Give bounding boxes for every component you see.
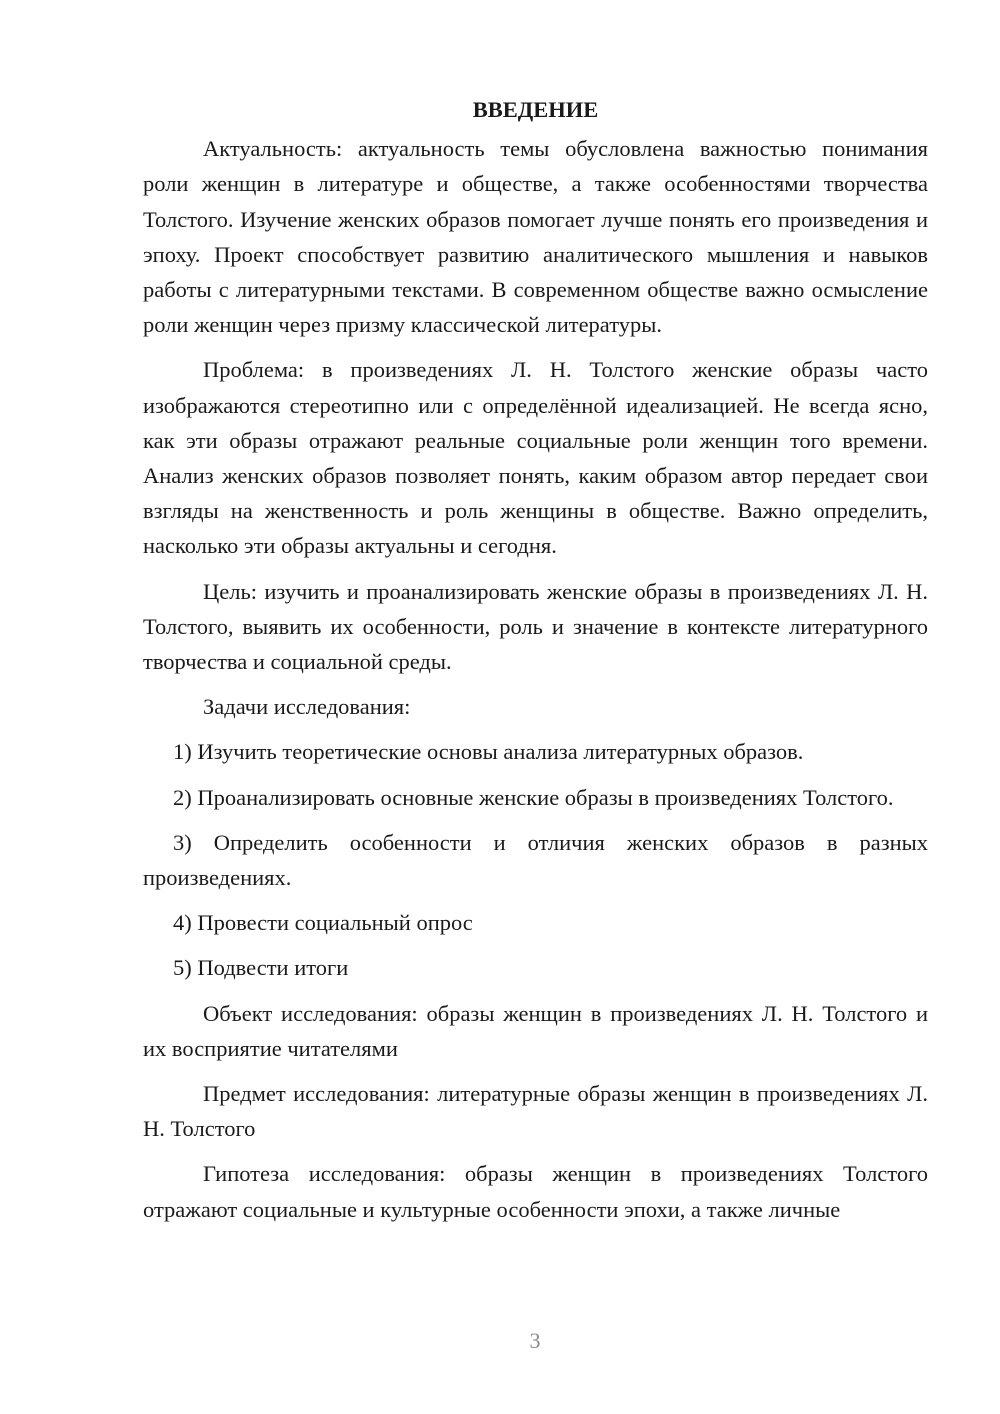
task-item-3: 3) Определить особенности и отличия женских образов в разных произведениях. xyxy=(143,829,928,891)
subject-paragraph: Предмет исследования: литературные образы женщин в произведениях Л. Н. Толстого xyxy=(143,1081,928,1142)
task-item-1: 1) Изучить теоретические основы анализа литературных образов. xyxy=(173,739,804,765)
problem-paragraph: Проблема: в произведениях Л. Н. Толстого женские образы часто изображаются стереотипно или с определённой идеализацией. Не всегда ясно, как эти образы отражают реальные социальные роли женщин того времени. Анализ женских образов позволяет понять, каким образом автор передает свои взгляды на женственность и роль женщины в обществе. Важно определить, насколько эти образы актуальны и сегодня. xyxy=(143,357,928,559)
task-item-5: 5) Подвести итоги xyxy=(173,955,349,981)
page-number: 3 xyxy=(529,1328,541,1353)
document-page xyxy=(143,92,928,1237)
section-title: ВВЕДЕНИЕ xyxy=(472,97,599,122)
task-item-4: 4) Провести социальный опрос xyxy=(173,910,473,936)
goal-paragraph: Цель: изучить и проанализировать женские образы в произведениях Л. Н. Толстого, выявить их особенности, роль и значение в контексте литературного творчества и социальной среды. xyxy=(143,578,928,675)
hypothesis-paragraph: Гипотеза исследования: образы женщин в произведениях Толстого отражают социальные и культурные особенности эпохи, а также личные xyxy=(143,1161,928,1222)
task-item-2: 2) Проанализировать основные женские образы в произведениях Толстого. xyxy=(173,784,894,810)
tasks-heading: Задачи исследования: xyxy=(203,694,411,720)
object-paragraph: Объект исследования: образы женщин в произведениях Л. Н. Толстого и их восприятие читателями xyxy=(143,1000,928,1061)
relevance-paragraph: Актуальность: актуальность темы обусловлена важностью понимания роли женщин в литературе и обществе, а также особенностями творчества Толстого. Изучение женских образов помогает лучше понять его произведения и эпоху. Проект способствует развитию аналитического мышления и навыков работы с литературными текстами. В современном обществе важно осмысление роли женщин через призму классической литературы. xyxy=(143,136,928,338)
